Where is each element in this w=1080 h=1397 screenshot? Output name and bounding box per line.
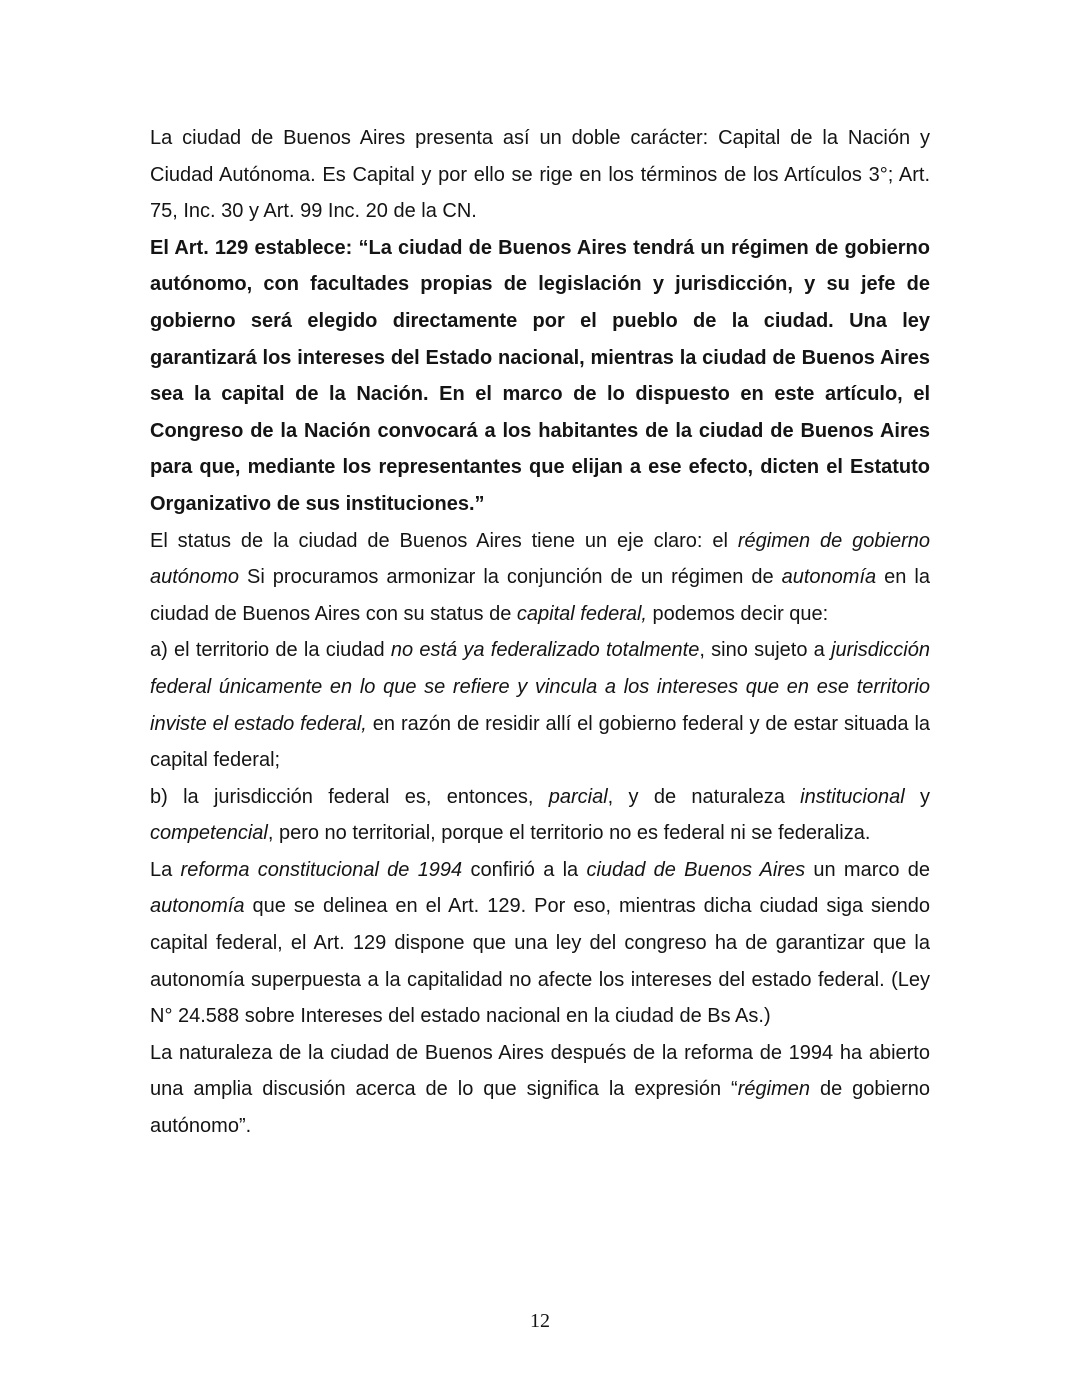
paragraph	[150, 120, 930, 230]
italic-text-run: competencial	[150, 822, 268, 845]
italic-text-run: autonomía	[150, 895, 245, 918]
italic-text-run: régimen	[737, 1078, 810, 1101]
text-run: y	[904, 785, 930, 808]
paragraph	[150, 632, 930, 778]
body-text	[150, 120, 930, 1145]
text-run: en la ciudad de Buenos Aires con su status de	[150, 566, 930, 625]
text-run: , pero no territorial, porque el territorio no es federal ni se federaliza.	[267, 822, 871, 845]
text-run: podemos decir que:	[646, 602, 829, 625]
text-run: , y de naturaleza	[607, 785, 801, 808]
text-run: que se delinea en el Art. 129. Por eso, mientras dicha ciudad siga siendo capital federal, el Art. 129 dispone que una ley del congreso ha de garantizar que la autonomía superpuesta a la capitalidad no afecte los intereses del estado federal. (Ley N° 24.588 sobre Intereses del estado nacional en la ciudad de Bs As.)	[150, 895, 930, 1028]
italic-text-run: régimen de gobierno autónomo	[150, 529, 930, 589]
italic-text-run: capital federal,	[516, 602, 647, 625]
page-number: 12	[530, 1310, 550, 1332]
text-run: de gobierno autónomo”.	[150, 1078, 930, 1138]
paragraph	[150, 779, 930, 852]
italic-text-run: jurisdicción federal únicamente en lo que se refiere y vincula a los intereses que en ese territorio inviste el estado federal,	[150, 639, 930, 735]
text-run: Si procuramos armonizar la conjunción de un régimen de	[238, 566, 782, 589]
italic-text-run: reforma constitucional de 1994	[180, 858, 463, 881]
text-run: confirió a la	[462, 858, 587, 881]
text-run: a) el territorio de la ciudad	[150, 639, 391, 662]
text-run: La	[150, 858, 181, 881]
text-run: La naturaleza de la ciudad de Buenos Aires después de la reforma de 1994 ha abierto una amplia discusión acerca de lo que significa la expresión “	[150, 1041, 930, 1101]
text-run: , sino sujeto a	[699, 639, 832, 662]
paragraph	[150, 852, 930, 1035]
paragraph	[150, 1035, 930, 1145]
text-run: en razón de residir allí el gobierno federal y de estar situada la capital federal;	[150, 712, 931, 772]
italic-text-run: autonomía	[781, 566, 877, 589]
text-run: El Art. 129 establece: “La ciudad de Buenos Aires tendrá un régimen de gobierno autónomo, con facultades propias de legislación y jurisdicción, y su jefe de gobierno será elegido directamente por el pueblo de la ciudad. Una ley garantizará los intereses del Estado nacional, mientras la ciudad de Buenos Aires sea la capital de la Nación. En el marco de lo dispuesto en este artículo, el Congreso de la Nación convocará a los habitantes de la ciudad de Buenos Aires para que, mediante los representantes que elijan a ese efecto, dicten el Estatuto Organizativo de sus instituciones.”	[150, 236, 930, 515]
text-run: La ciudad de Buenos Aires presenta así un doble carácter: Capital de la Nación y Ciudad Autónoma. Es Capital y por ello se rige en los términos de los Artículos 3°; Art. 75, Inc. 30 y Art. 99 Inc. 20 de la CN.	[150, 127, 930, 223]
paragraph	[150, 523, 930, 633]
text-run: b) la jurisdicción federal es, entonces,	[150, 785, 549, 808]
italic-text-run: no está ya federalizado totalmente	[390, 639, 700, 662]
italic-text-run: institucional	[800, 785, 905, 808]
italic-text-run: parcial	[548, 785, 608, 808]
paragraph	[150, 230, 930, 523]
text-run: un marco de	[805, 858, 931, 881]
italic-text-run: ciudad de Buenos Aires	[586, 858, 806, 881]
text-run: El status de la ciudad de Buenos Aires tiene un eje claro: el	[150, 529, 738, 552]
